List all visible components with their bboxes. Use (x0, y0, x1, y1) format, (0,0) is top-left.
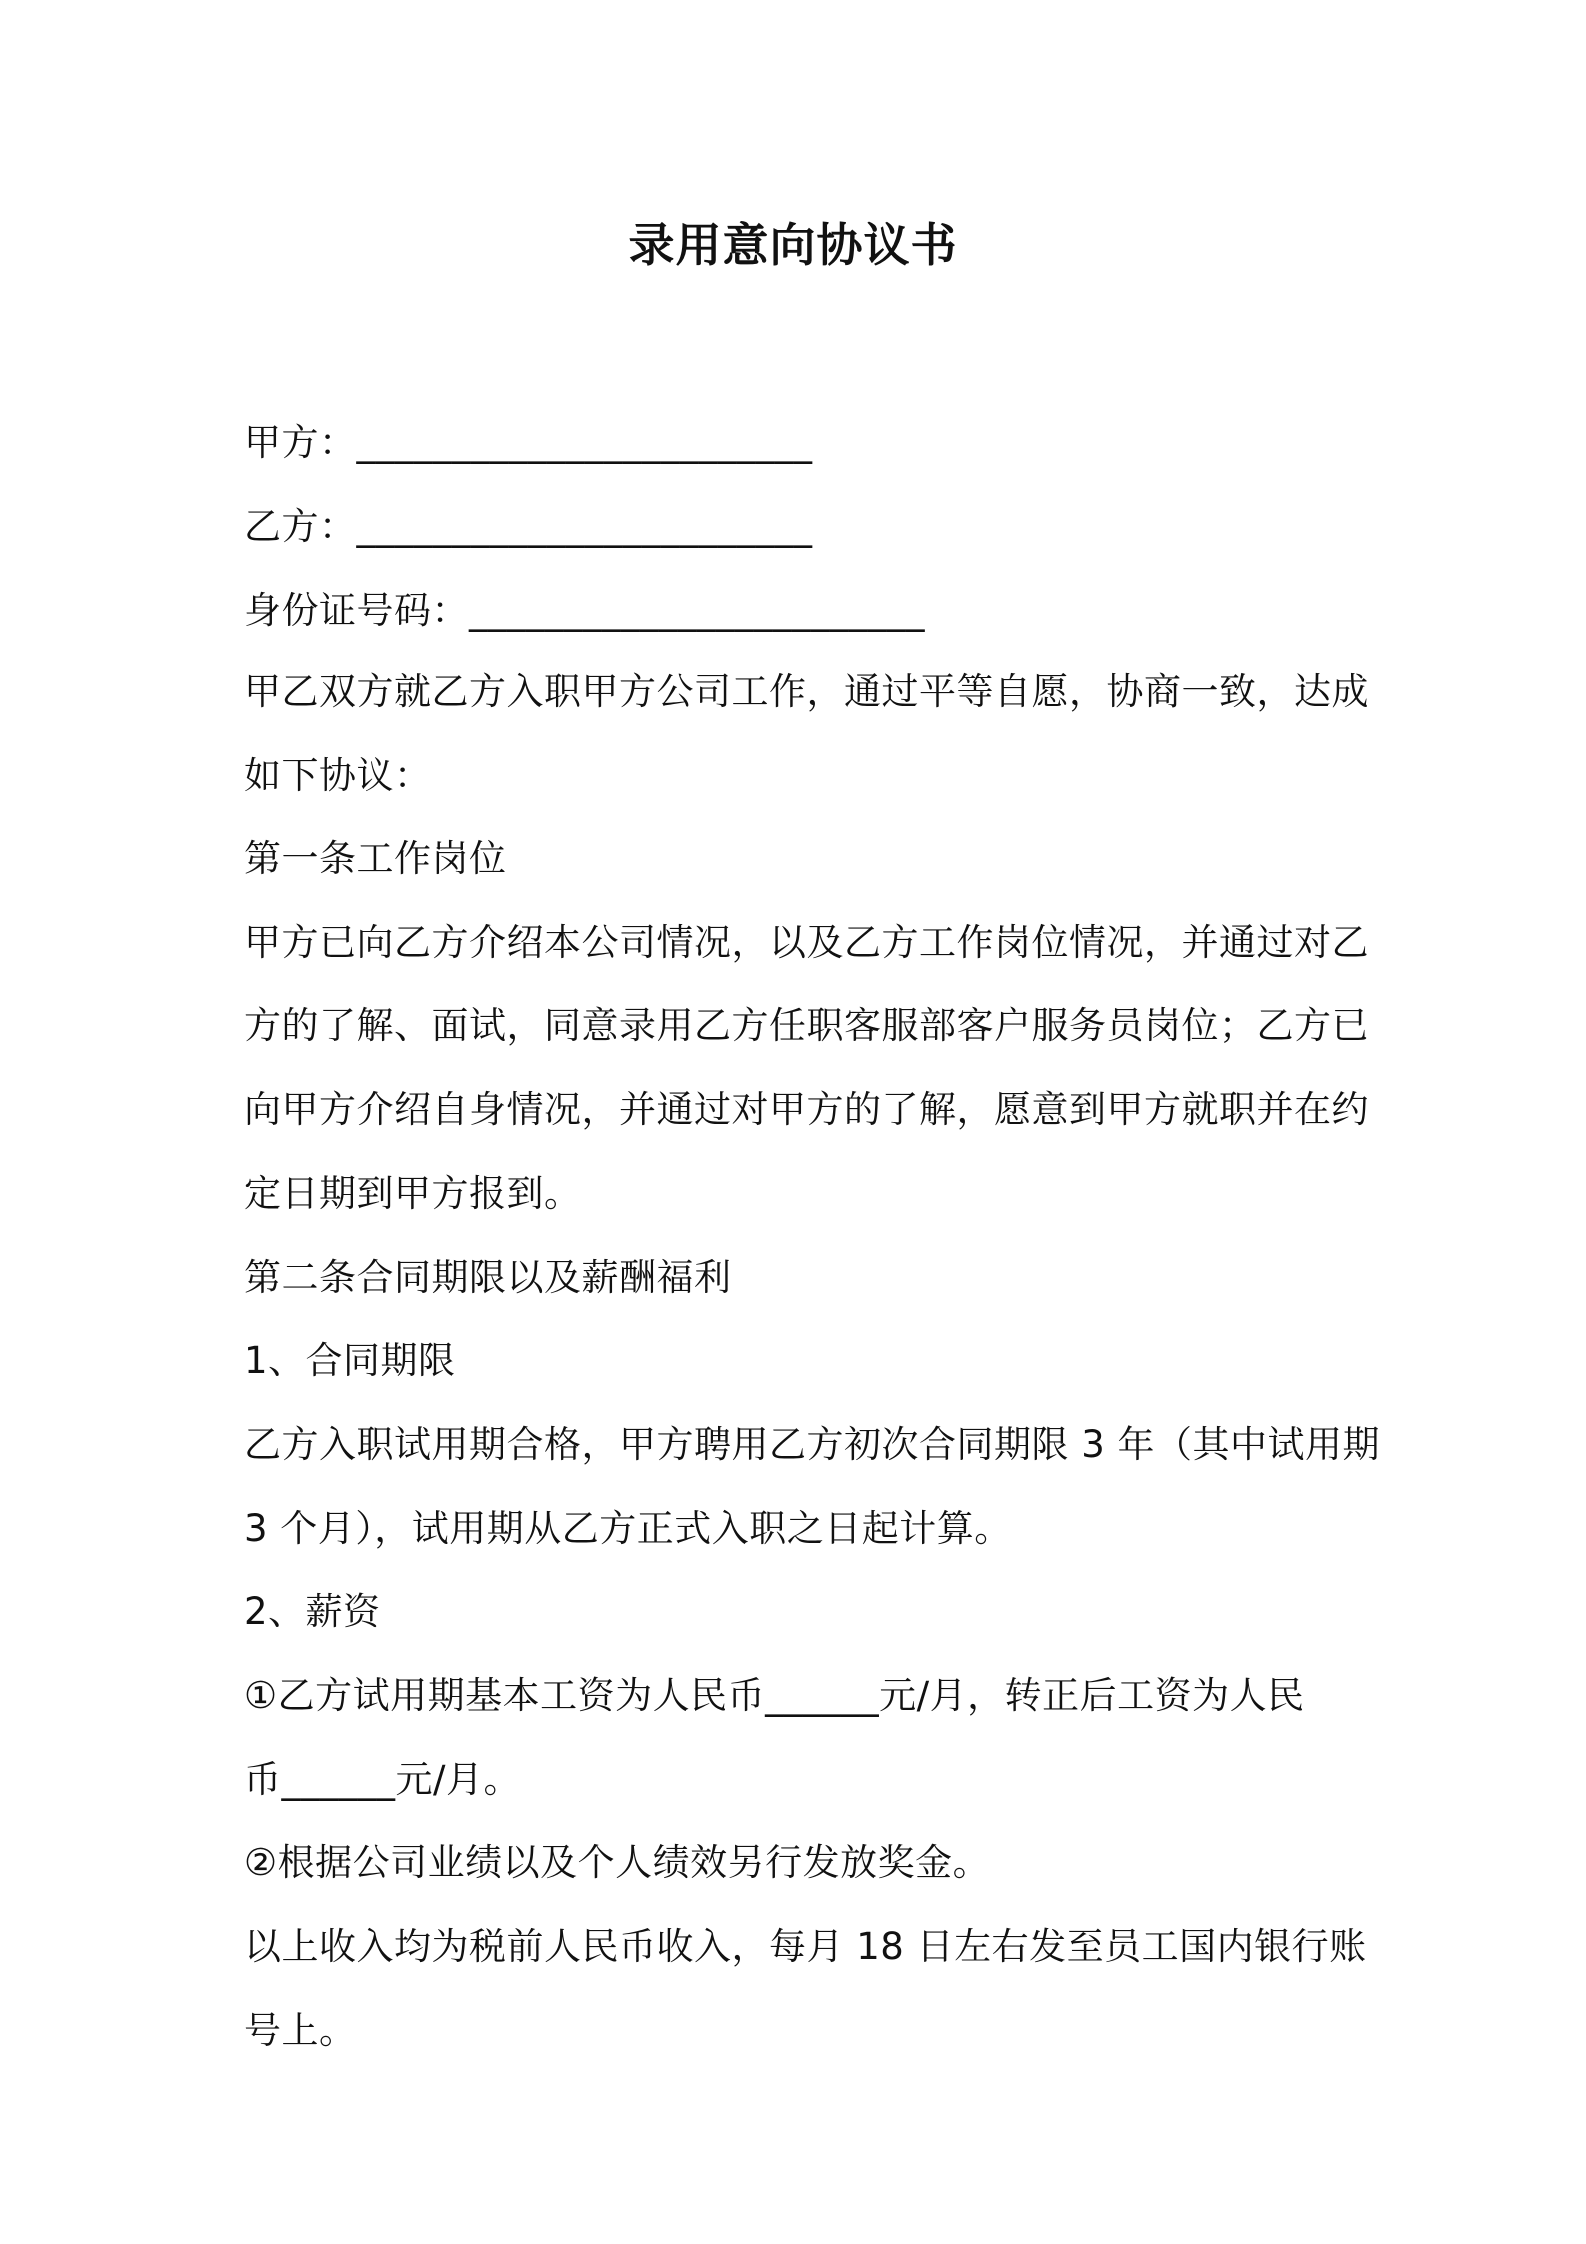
article-1-line-1: 甲方已向乙方介绍本公司情况，以及乙方工作岗位情况，并通过对乙 (244, 921, 1369, 964)
contract-term-line-2: 3 个月），试用期从乙方正式入职之日起计算。 (244, 1507, 1012, 1550)
document-title: 录用意向协议书 (628, 218, 958, 272)
salary-item-2: ②根据公司业绩以及个人绩效另行发放奖金。 (244, 1841, 991, 1884)
intro-line-2: 如下协议： (244, 754, 432, 797)
article-1-line-4: 定日期到甲方报到。 (244, 1172, 582, 1215)
income-note-line-1: 以上收入均为税前人民币收入，每月 18 日左右发至员工国内银行账 (244, 1925, 1367, 1968)
article-2-heading: 第二条合同期限以及薪酬福利 (244, 1256, 732, 1299)
contract-term-heading: 1、合同期限 (244, 1339, 456, 1382)
contract-term-line-1: 乙方入职试用期合格，甲方聘用乙方初次合同期限 3 年（其中试用期 (244, 1423, 1381, 1466)
salary-heading: 2、薪资 (244, 1590, 381, 1633)
party-b-line: 乙方：________________________ (244, 505, 813, 548)
id-number-line: 身份证号码：________________________ (244, 589, 925, 632)
salary-item-1-line-1: ①乙方试用期基本工资为人民币______元/月，转正后工资为人民 (244, 1674, 1305, 1717)
salary-item-1-line-2: 币______元/月。 (244, 1758, 521, 1801)
article-1-line-2: 方的了解、面试，同意录用乙方任职客服部客户服务员岗位；乙方已 (244, 1004, 1369, 1047)
income-note-line-2: 号上。 (244, 2009, 357, 2052)
article-1-heading: 第一条工作岗位 (244, 837, 507, 880)
party-a-line: 甲方：________________________ (244, 421, 813, 464)
intro-line-1: 甲乙双方就乙方入职甲方公司工作，通过平等自愿，协商一致，达成 (244, 670, 1369, 713)
article-1-line-3: 向甲方介绍自身情况，并通过对甲方的了解，愿意到甲方就职并在约 (244, 1088, 1369, 1131)
